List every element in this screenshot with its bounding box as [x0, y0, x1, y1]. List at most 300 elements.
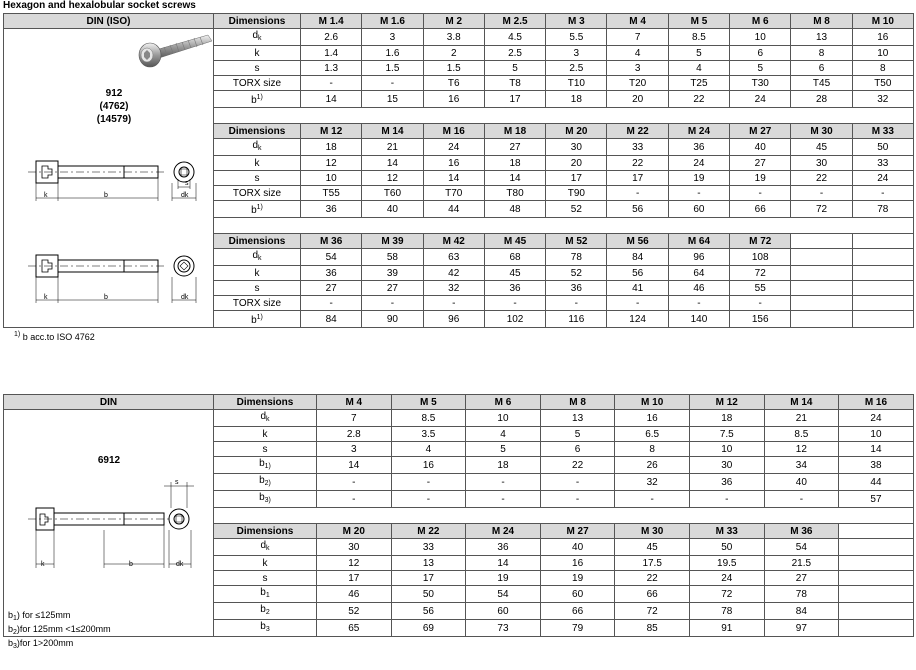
size-header: M 56 [607, 234, 668, 249]
value-cell: 2.5 [546, 61, 607, 76]
value-cell: - [764, 491, 839, 508]
value-cell: 8.5 [668, 29, 729, 46]
value-cell: - [668, 186, 729, 201]
row-label [214, 556, 317, 571]
row-label-main: b [260, 587, 266, 598]
row-label-main: b [260, 621, 266, 632]
value-cell: 36 [484, 281, 545, 296]
size-header: M 16 [839, 395, 914, 410]
size-header: M 10 [615, 395, 690, 410]
value-cell: 30 [546, 139, 607, 156]
row-label-main: s [254, 62, 260, 74]
dim-label-b: b [104, 294, 108, 301]
row-label-main: b [259, 475, 265, 486]
value-cell: 85 [615, 620, 690, 637]
value-cell: 18 [466, 457, 541, 474]
dim-label-k: k [44, 294, 48, 301]
value-cell: 78 [546, 249, 607, 266]
value-cell: 32 [615, 474, 690, 491]
value-cell: - [730, 296, 791, 311]
value-cell: 19 [730, 171, 791, 186]
value-cell: 5 [540, 427, 615, 442]
row-label-main: s [254, 282, 260, 294]
value-cell: 7.5 [689, 427, 764, 442]
value-cell: - [615, 491, 690, 508]
value-cell: 1.3 [301, 61, 362, 76]
value-cell [839, 603, 914, 620]
value-cell: 6 [540, 442, 615, 457]
dimensions-header: Dimensions [214, 234, 301, 249]
value-cell: 72 [689, 586, 764, 603]
value-cell: 5 [668, 46, 729, 61]
row-label [214, 410, 317, 427]
value-cell: 10 [301, 171, 362, 186]
size-header: M 30 [791, 124, 852, 139]
row-label [214, 296, 301, 311]
value-cell: 13 [791, 29, 852, 46]
value-cell: 60 [466, 603, 541, 620]
size-header: M 45 [484, 234, 545, 249]
value-cell: 78 [852, 201, 913, 218]
value-cell: 30 [791, 156, 852, 171]
size-header: M 24 [466, 524, 541, 539]
row-label-main: d [252, 140, 259, 151]
size-header: M 8 [540, 395, 615, 410]
row-label [214, 491, 317, 508]
dim-label-b: b [129, 561, 133, 568]
value-cell: 22 [668, 91, 729, 108]
value-cell: 8 [852, 61, 913, 76]
note-text: ) for ≤125mm [16, 610, 71, 620]
row-label [214, 76, 301, 91]
value-cell: 10 [852, 46, 913, 61]
size-header: M 1.6 [362, 14, 423, 29]
value-cell [852, 266, 913, 281]
size-header: M 22 [391, 524, 466, 539]
value-cell: 14 [423, 171, 484, 186]
value-cell: 58 [362, 249, 423, 266]
value-cell: 24 [423, 139, 484, 156]
value-cell: 8.5 [764, 427, 839, 442]
value-cell: 30 [689, 457, 764, 474]
value-cell: 97 [764, 620, 839, 637]
value-cell: 44 [839, 474, 914, 491]
size-header: M 6 [466, 395, 541, 410]
value-cell: 44 [423, 201, 484, 218]
size-header: M 3 [546, 14, 607, 29]
row-label-main: s [262, 572, 268, 584]
dim-label-dk: dk [176, 561, 184, 568]
value-cell: 12 [764, 442, 839, 457]
standard-code-6912 [69, 454, 149, 467]
row-label-main: k [262, 557, 268, 569]
size-header [852, 234, 913, 249]
value-cell [852, 249, 913, 266]
din6912-drawing-panel [4, 410, 214, 650]
value-cell: 14 [301, 91, 362, 108]
value-cell: 64 [668, 266, 729, 281]
size-header: M 12 [689, 395, 764, 410]
value-cell: - [466, 474, 541, 491]
value-cell: 2.8 [317, 427, 392, 442]
code-line: (14579) [96, 114, 132, 125]
value-cell: 3.8 [423, 29, 484, 46]
value-cell: 42 [423, 266, 484, 281]
value-cell: 116 [546, 311, 607, 328]
din912-table [3, 13, 914, 342]
separator-row [214, 508, 914, 524]
footnote-mark: 1) [14, 331, 21, 338]
value-cell [791, 281, 852, 296]
code-line: 912 [105, 88, 123, 99]
value-cell: 69 [391, 620, 466, 637]
value-cell: T20 [607, 76, 668, 91]
value-cell: 8.5 [391, 410, 466, 427]
value-cell: 96 [668, 249, 729, 266]
size-header: M 27 [730, 124, 791, 139]
value-cell: 108 [730, 249, 791, 266]
value-cell: - [730, 186, 791, 201]
value-cell: 3.5 [391, 427, 466, 442]
value-cell: 26 [615, 457, 690, 474]
row-label-main: b [251, 315, 257, 326]
row-label-sub: k [266, 416, 270, 423]
value-cell: 140 [668, 311, 729, 328]
value-cell: 36 [668, 139, 729, 156]
row-label-sub: k [258, 145, 262, 152]
value-cell: T70 [423, 186, 484, 201]
value-cell: 72 [730, 266, 791, 281]
code-line: 6912 [97, 455, 121, 466]
note-main: b [8, 610, 14, 620]
value-cell: 54 [466, 586, 541, 603]
value-cell: 40 [362, 201, 423, 218]
size-header: M 14 [362, 124, 423, 139]
value-cell: 17 [546, 171, 607, 186]
value-cell: 28 [791, 91, 852, 108]
note-line [8, 638, 111, 652]
row-label-sub: 1) [264, 463, 271, 470]
row-label-main: d [252, 250, 259, 261]
row-label-main: b [251, 95, 257, 106]
row-label-sup: 1) [256, 204, 263, 211]
value-cell: 14 [362, 156, 423, 171]
value-cell: 16 [391, 457, 466, 474]
value-cell: 36 [466, 539, 541, 556]
value-cell: 6 [791, 61, 852, 76]
dim-label-dk: dk [181, 294, 189, 301]
size-header: M 16 [423, 124, 484, 139]
value-cell: - [689, 491, 764, 508]
value-cell: 1.5 [362, 61, 423, 76]
value-cell: 72 [791, 201, 852, 218]
row-label [214, 427, 317, 442]
size-header: M 64 [668, 234, 729, 249]
row-label-main: TORX size [232, 187, 282, 199]
value-cell: - [391, 491, 466, 508]
value-cell: 78 [764, 586, 839, 603]
row-label [214, 91, 301, 108]
row-label [214, 249, 301, 266]
value-cell [852, 281, 913, 296]
dim-label-s: s [185, 180, 189, 187]
row-label [214, 586, 317, 603]
row-label-sub: 1 [265, 592, 270, 599]
size-header: M 33 [852, 124, 913, 139]
value-cell: 65 [317, 620, 392, 637]
value-cell: 56 [607, 201, 668, 218]
value-cell: 5 [466, 442, 541, 457]
value-cell: 66 [615, 586, 690, 603]
dimensions-header: Dimensions [214, 524, 317, 539]
value-cell: 52 [317, 603, 392, 620]
value-cell: 24 [730, 91, 791, 108]
row-label-main: b [259, 458, 265, 469]
row-label [214, 171, 301, 186]
value-cell: - [362, 296, 423, 311]
row-label [214, 442, 317, 457]
value-cell: 12 [362, 171, 423, 186]
value-cell: 22 [607, 156, 668, 171]
value-cell: 7 [607, 29, 668, 46]
value-cell: 12 [317, 556, 392, 571]
b-length-notes [8, 610, 111, 652]
row-label-sub: k [266, 545, 270, 552]
value-cell: 41 [607, 281, 668, 296]
value-cell: 16 [615, 410, 690, 427]
value-cell: 18 [689, 410, 764, 427]
size-header: M 4 [317, 395, 392, 410]
size-header: M 72 [730, 234, 791, 249]
value-cell: 20 [546, 156, 607, 171]
row-label [214, 46, 301, 61]
row-label [214, 201, 301, 218]
value-cell: T30 [730, 76, 791, 91]
value-cell: 79 [540, 620, 615, 637]
value-cell [852, 296, 913, 311]
value-cell: 57 [839, 491, 914, 508]
value-cell [791, 266, 852, 281]
value-cell: 50 [391, 586, 466, 603]
value-cell: 36 [689, 474, 764, 491]
value-cell: 2.6 [301, 29, 362, 46]
table-row [4, 29, 914, 46]
value-cell [839, 539, 914, 556]
value-cell: 56 [607, 266, 668, 281]
value-cell: 4.5 [484, 29, 545, 46]
value-cell: 19.5 [689, 556, 764, 571]
value-cell: 36 [301, 266, 362, 281]
value-cell: 17 [607, 171, 668, 186]
note-sub: 1 [13, 615, 17, 622]
value-cell: 27 [730, 156, 791, 171]
value-cell: 3 [607, 61, 668, 76]
row-label-main: b [260, 604, 266, 615]
size-header: M 39 [362, 234, 423, 249]
separator-row [214, 108, 914, 124]
row-label-main: d [252, 30, 259, 41]
size-header: M 42 [423, 234, 484, 249]
value-cell: T45 [791, 76, 852, 91]
value-cell: 156 [730, 311, 791, 328]
value-cell: 22 [540, 457, 615, 474]
value-cell: 17 [317, 571, 392, 586]
value-cell: 27 [362, 281, 423, 296]
value-cell: 27 [301, 281, 362, 296]
value-cell: 14 [484, 171, 545, 186]
value-cell: 33 [607, 139, 668, 156]
row-label [214, 139, 301, 156]
size-header: M 10 [852, 14, 913, 29]
row-label-sub: 2) [264, 480, 271, 487]
value-cell: 84 [301, 311, 362, 328]
value-cell [839, 586, 914, 603]
value-cell: 36 [546, 281, 607, 296]
value-cell: 16 [852, 29, 913, 46]
value-cell: 45 [615, 539, 690, 556]
value-cell: 21 [764, 410, 839, 427]
value-cell: 1.5 [423, 61, 484, 76]
value-cell: 18 [546, 91, 607, 108]
value-cell: 2.5 [484, 46, 545, 61]
value-cell: 30 [317, 539, 392, 556]
row-label-sup: 1) [256, 314, 263, 321]
value-cell: 17.5 [615, 556, 690, 571]
value-cell: 6.5 [615, 427, 690, 442]
row-label-main: k [254, 47, 260, 59]
note-main: b [8, 624, 14, 634]
value-cell: 27 [484, 139, 545, 156]
value-cell [791, 296, 852, 311]
din6912-table [3, 394, 914, 650]
note-main: b [8, 638, 14, 648]
value-cell: T8 [484, 76, 545, 91]
value-cell: 10 [839, 427, 914, 442]
size-header: M 36 [764, 524, 839, 539]
value-cell: 68 [484, 249, 545, 266]
value-cell: - [423, 296, 484, 311]
value-cell: 40 [730, 139, 791, 156]
socket-screw-photo [134, 31, 214, 71]
value-cell [839, 556, 914, 571]
size-header: M 14 [764, 395, 839, 410]
value-cell [852, 311, 913, 328]
footnote [14, 329, 95, 343]
size-header [791, 234, 852, 249]
value-cell: - [484, 296, 545, 311]
value-cell: 12 [301, 156, 362, 171]
value-cell: 4 [466, 427, 541, 442]
value-cell: 38 [839, 457, 914, 474]
note-text: )for 125mm <1≤200mm [16, 624, 111, 634]
size-header: M 52 [546, 234, 607, 249]
note-sub: 2 [13, 629, 17, 636]
size-header: M 33 [689, 524, 764, 539]
value-cell: 20 [607, 91, 668, 108]
dim-label-dk: dk [181, 192, 189, 199]
din912-drawing-panel [4, 29, 214, 342]
row-label [214, 539, 317, 556]
row-label-sub: 2 [265, 609, 270, 616]
size-header: M 12 [301, 124, 362, 139]
value-cell: 55 [730, 281, 791, 296]
value-cell: 17 [391, 571, 466, 586]
value-cell: 8 [615, 442, 690, 457]
standard-header: DIN (ISO) [4, 14, 214, 29]
value-cell: - [540, 491, 615, 508]
value-cell: 46 [668, 281, 729, 296]
row-label [214, 620, 317, 637]
value-cell: 39 [362, 266, 423, 281]
value-cell: T55 [301, 186, 362, 201]
value-cell: 50 [689, 539, 764, 556]
value-cell: 19 [668, 171, 729, 186]
standard-code-912 [74, 87, 154, 126]
row-label-main: TORX size [232, 297, 282, 309]
value-cell: 32 [852, 91, 913, 108]
value-cell: 84 [764, 603, 839, 620]
size-header [839, 524, 914, 539]
value-cell: 96 [423, 311, 484, 328]
value-cell: 124 [607, 311, 668, 328]
value-cell: 14 [317, 457, 392, 474]
value-cell: T50 [852, 76, 913, 91]
value-cell: 3 [546, 46, 607, 61]
table-row [4, 410, 914, 427]
size-header: M 8 [791, 14, 852, 29]
row-label [214, 571, 317, 586]
value-cell: 17 [484, 91, 545, 108]
value-cell: 21.5 [764, 556, 839, 571]
size-header: M 2 [423, 14, 484, 29]
value-cell: - [301, 76, 362, 91]
value-cell [791, 311, 852, 328]
value-cell: 14 [839, 442, 914, 457]
value-cell: 45 [791, 139, 852, 156]
page-title: Hexagon and hexalobular socket screws [3, 0, 196, 11]
size-header: M 2.5 [484, 14, 545, 29]
row-label-sub: 3 [265, 626, 270, 633]
dim-label-k: k [44, 192, 48, 199]
value-cell: - [607, 186, 668, 201]
row-label [214, 266, 301, 281]
value-cell: 16 [423, 91, 484, 108]
value-cell: - [546, 296, 607, 311]
value-cell: 66 [540, 603, 615, 620]
row-label [214, 29, 301, 46]
value-cell: T60 [362, 186, 423, 201]
size-header: M 20 [546, 124, 607, 139]
value-cell: 60 [540, 586, 615, 603]
footnote-text: b acc.to ISO 4762 [22, 332, 95, 342]
value-cell: 15 [362, 91, 423, 108]
value-cell: 24 [668, 156, 729, 171]
value-cell: T25 [668, 76, 729, 91]
row-label [214, 61, 301, 76]
note-line [8, 610, 111, 624]
value-cell: 27 [764, 571, 839, 586]
size-header: M 5 [391, 395, 466, 410]
value-cell: - [317, 491, 392, 508]
code-line: (4762) [99, 101, 129, 112]
size-header: M 22 [607, 124, 668, 139]
row-label-main: k [262, 428, 268, 440]
row-label-main: k [254, 267, 260, 279]
value-cell: 5.5 [546, 29, 607, 46]
value-cell: 48 [484, 201, 545, 218]
value-cell: 32 [423, 281, 484, 296]
value-cell: 1.4 [301, 46, 362, 61]
